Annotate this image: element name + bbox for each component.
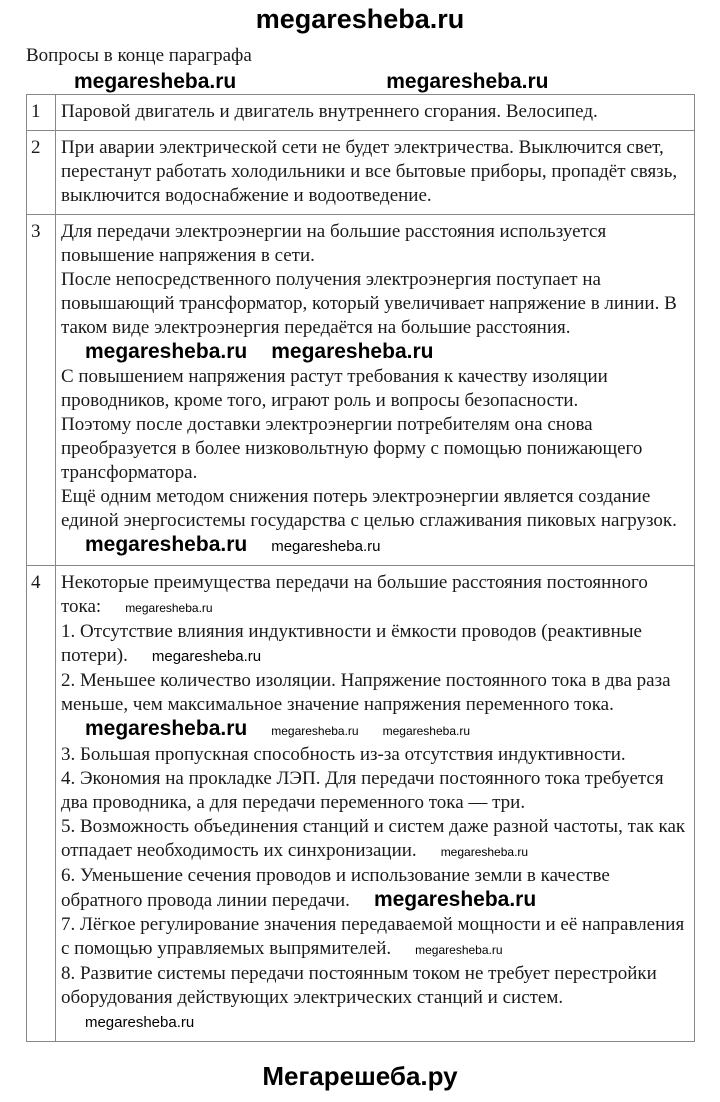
answer-paragraph <box>61 815 690 864</box>
answer-paragraph <box>61 962 690 1035</box>
watermark: megaresheba.ru <box>84 533 248 556</box>
answer-text: 7. Лёгкое регулирование значения передаваемой мощности и её направления с помощью управляемых выпрямителей. <box>60 914 685 959</box>
answer-paragraph <box>61 571 690 620</box>
row-number: 1 <box>27 95 56 131</box>
row-answer <box>55 95 694 131</box>
answer-text: Поэтому после доставки электроэнергии потребителям она снова преобразуется в более низковольтную форму с помощью понижающего трансформатора. <box>60 414 643 483</box>
answer-text: 1. Отсутствие влияния индуктивности и ёмкости проводов (реактивные потери). <box>60 621 642 666</box>
watermark: megaresheba.ru <box>440 845 529 859</box>
answer-text: Некоторые преимущества передачи на большие расстояния постоянного тока: <box>60 572 648 617</box>
answer-paragraph <box>61 913 690 962</box>
answer-text: 4. Экономия на прокладке ЛЭП. Для передачи постоянного тока требуется два проводника, а для передачи переменного тока — три. <box>60 768 664 813</box>
watermark: megaresheba.ru <box>84 1014 195 1031</box>
row-number: 3 <box>27 215 56 566</box>
watermark: megaresheba.ru <box>271 538 381 555</box>
answer-text: Ещё одним методом снижения потерь электроэнергии является создание единой энергосистемы государства с целью сглаживания пиковых нагрузок. <box>60 486 677 531</box>
watermark: megaresheba.ru <box>373 888 537 911</box>
section-heading: Вопросы в конце параграфа <box>26 45 252 66</box>
answer-paragraph <box>61 413 690 485</box>
watermark: megaresheba.ru <box>271 340 434 363</box>
site-title: megaresheba.ru <box>255 4 465 34</box>
row-answer <box>55 215 694 566</box>
answer-paragraph <box>61 620 690 669</box>
answer-paragraph <box>61 365 690 413</box>
watermark: megaresheba.ru <box>415 943 503 957</box>
watermark: megaresheba.ru <box>271 724 359 738</box>
answer-text: При аварии электрической сети не будет электричества. Выключится свет, перестанут работать холодильники и все бытовые приборы, пропадёт связь, выключится водоснабжение и водоотведение. <box>60 137 678 206</box>
answer-text: 5. Возможность объединения станций и систем даже разной частоты, так как отпадает необходимость их синхронизации. <box>60 816 686 861</box>
watermark: megaresheba.ru <box>84 717 248 740</box>
row-number: 4 <box>27 566 56 1042</box>
answer-paragraph <box>61 864 690 913</box>
answer-paragraph <box>61 220 690 268</box>
watermark: megaresheba.ru <box>386 70 549 93</box>
answer-paragraph <box>61 767 690 815</box>
row-answer <box>55 566 694 1042</box>
watermark: megaresheba.ru <box>151 648 262 665</box>
answer-text: После непосредственного получения электроэнергия поступает на повышающий трансформатор, который увеличивает напряжение в линии. В таком виде электроэнергия передаётся на большие расстояния. <box>60 269 677 338</box>
table-row <box>27 131 695 215</box>
answers-table <box>26 94 695 1042</box>
watermark: megaresheba.ru <box>84 340 248 363</box>
answer-paragraph <box>61 100 690 124</box>
table-row <box>27 566 695 1042</box>
answer-text: 3. Большая пропускная способность из-за отсутствия индуктивности. <box>60 744 626 765</box>
answer-paragraph <box>61 136 690 208</box>
table-row <box>27 215 695 566</box>
answer-paragraph <box>61 669 690 743</box>
answer-text: Паровой двигатель и двигатель внутреннего сгорания. Велосипед. <box>60 101 598 122</box>
watermark: megaresheba.ru <box>74 70 237 93</box>
watermark-row <box>74 70 720 94</box>
answer-text: 6. Уменьшение сечения проводов и использование земли в качестве обратного провода линии передачи. <box>60 865 610 911</box>
answer-paragraph <box>61 268 690 365</box>
answer-text: Для передачи электроэнергии на большие расстояния используется повышение напряжения в сети. <box>60 221 607 266</box>
answer-paragraph <box>61 743 690 767</box>
table-row <box>27 95 695 131</box>
answer-text: С повышением напряжения растут требования к качеству изоляции проводников, кроме того, играют роль и вопросы безопасности. <box>60 366 608 411</box>
row-number: 2 <box>27 131 56 215</box>
row-answer <box>55 131 694 215</box>
footer-brand: Мегарешеба.ру <box>262 1061 458 1091</box>
answer-paragraph <box>61 485 690 559</box>
answer-text: 8. Развитие системы передачи постоянным током не требует перестройки оборудования действующих электрических станций и систем. <box>60 963 657 1008</box>
watermark: megaresheba.ru <box>125 601 213 615</box>
answer-text: 2. Меньшее количество изоляции. Напряжение постоянного тока в два раза меньше, чем максимальное значение напряжения переменного тока. <box>60 670 671 715</box>
watermark: megaresheba.ru <box>382 724 470 738</box>
